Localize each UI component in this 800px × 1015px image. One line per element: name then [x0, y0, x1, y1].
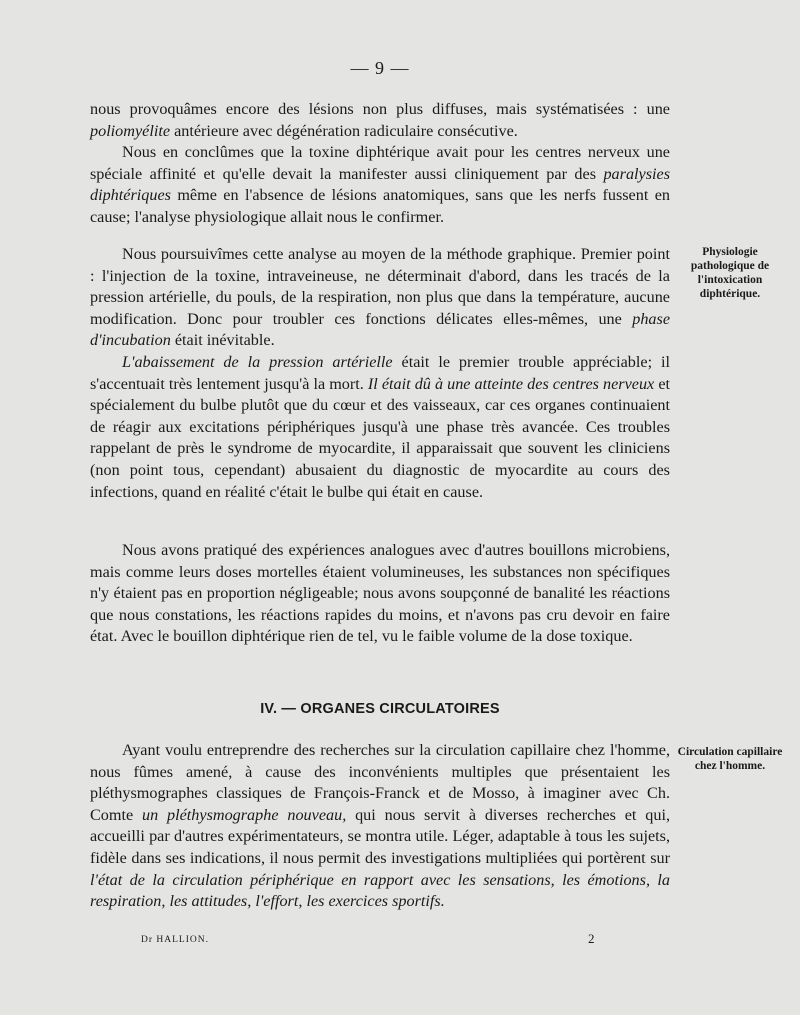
italic-term: L'abaissement de la pression artérielle: [122, 352, 393, 371]
italic-term: poliomyélite: [90, 121, 171, 140]
text-block-toxine: [90, 99, 670, 229]
paragraph: [90, 244, 670, 352]
text-run: et spécialement du bulbe plutôt que du cœur et des vaisseaux, car ces organes continuaient de réagir aux excitations périphériques jusqu'à une phase très avancée. Ces troubles rappelant de près le syndrome de myocardite, il apparaissait que souvent les cliniciens (non point tous, cependant) abusaient du diagnostic de myocardite au cours des infections, quand en réalité c'était le bulbe qui était en cause.: [90, 374, 670, 501]
italic-term: phase d'incubation: [90, 309, 670, 350]
italic-term: Il était dû à une atteinte des centres nerveux: [367, 374, 655, 393]
italic-term: paralysies diphtériques: [90, 164, 670, 205]
text-run: qui nous servit à diverses recherches et qui, accueilli par d'autres expérimentateurs, se montra utile. Léger, adaptable à tous les sujets, fidèle dans ses indications, il nous permit des investigations multipliées qui portèrent sur: [90, 805, 670, 867]
italic-term: l'état de la circulation périphérique en rapport avec les sensations, les émotions, la respiration, les attitudes, l'effort, les exercices sportifs.: [90, 870, 670, 911]
paragraph: [90, 740, 670, 913]
paragraph: Nous avons pratiqué des expériences analogues avec d'autres bouillons microbiens, mais comme leurs doses mortelles étaient volumineuses, les substances non spécifiques n'y étaient pas en proportion négligeable; nous avons soupçonné de banalité les réactions que nous constations, les réactions rapides du moins, et n'avons pas cru devoir en faire état. Avec le bouillon diphtérique rien de tel, vu le faible volume de la dose toxique.: [90, 541, 670, 646]
text-run: était le premier trouble appréciable; il s'accentuait très lentement jusqu'à la mort.: [90, 352, 670, 393]
paragraph: [90, 142, 670, 228]
text-block-methode-graphique: [90, 244, 670, 503]
text-run: Ayant voulu entreprendre des recherches sur la circulation capillaire chez l'homme, nous fûmes amené, à cause des inconvénients multiples que présentaient les pléthysmographes classiques de François-Franck et de Mosso, à imaginer avec Ch. Comte: [90, 741, 670, 824]
text-run: même en l'absence de lésions anatomiques, sans que les nerfs fussent en cause; l'analyse physiologique allait nous le confirmer.: [90, 186, 670, 226]
margin-note-circulation: Circulation capillaire chez l'homme.: [677, 746, 783, 772]
paragraph: [90, 99, 670, 142]
text-run: Nous en conclûmes que la toxine diphtérique avait pour les centres nerveux une spéciale affinité et qu'elle devait la manifester aussi cliniquement par des: [90, 143, 670, 183]
text-block-bouillons: [90, 540, 670, 648]
margin-note-physiologie: Physiologie pathologique de l'intoxication diphtérique.: [690, 246, 770, 300]
text-run: était inévitable.: [170, 331, 275, 350]
italic-term: un pléthysmographe nouveau,: [142, 805, 347, 824]
text-run: nous provoquâmes encore des lésions non plus diffuses, mais systématisées : une: [90, 100, 670, 118]
text-run: Nous poursuivîmes cette analyse au moyen de la méthode graphique. Premier point : l'injection de la toxine, intraveineuse, ne déterminait d'abord, dans les tracés de la pression artérielle, du pouls, de la respiration, non plus que dans la température, aucune modification. Donc pour troubler ces fonctions délicates elles-mêmes, une: [90, 245, 670, 328]
page-number: — 9 —: [350, 58, 410, 78]
signature-number: 2: [588, 931, 595, 946]
footer-signature: Dr HALLION.: [141, 935, 209, 945]
text-block-circulation: [90, 740, 670, 913]
section-heading: IV. — ORGANES CIRCULATOIRES: [260, 701, 500, 717]
text-run: antérieure avec dégénération radiculaire consécutive.: [170, 121, 518, 140]
paragraph: [90, 352, 670, 503]
